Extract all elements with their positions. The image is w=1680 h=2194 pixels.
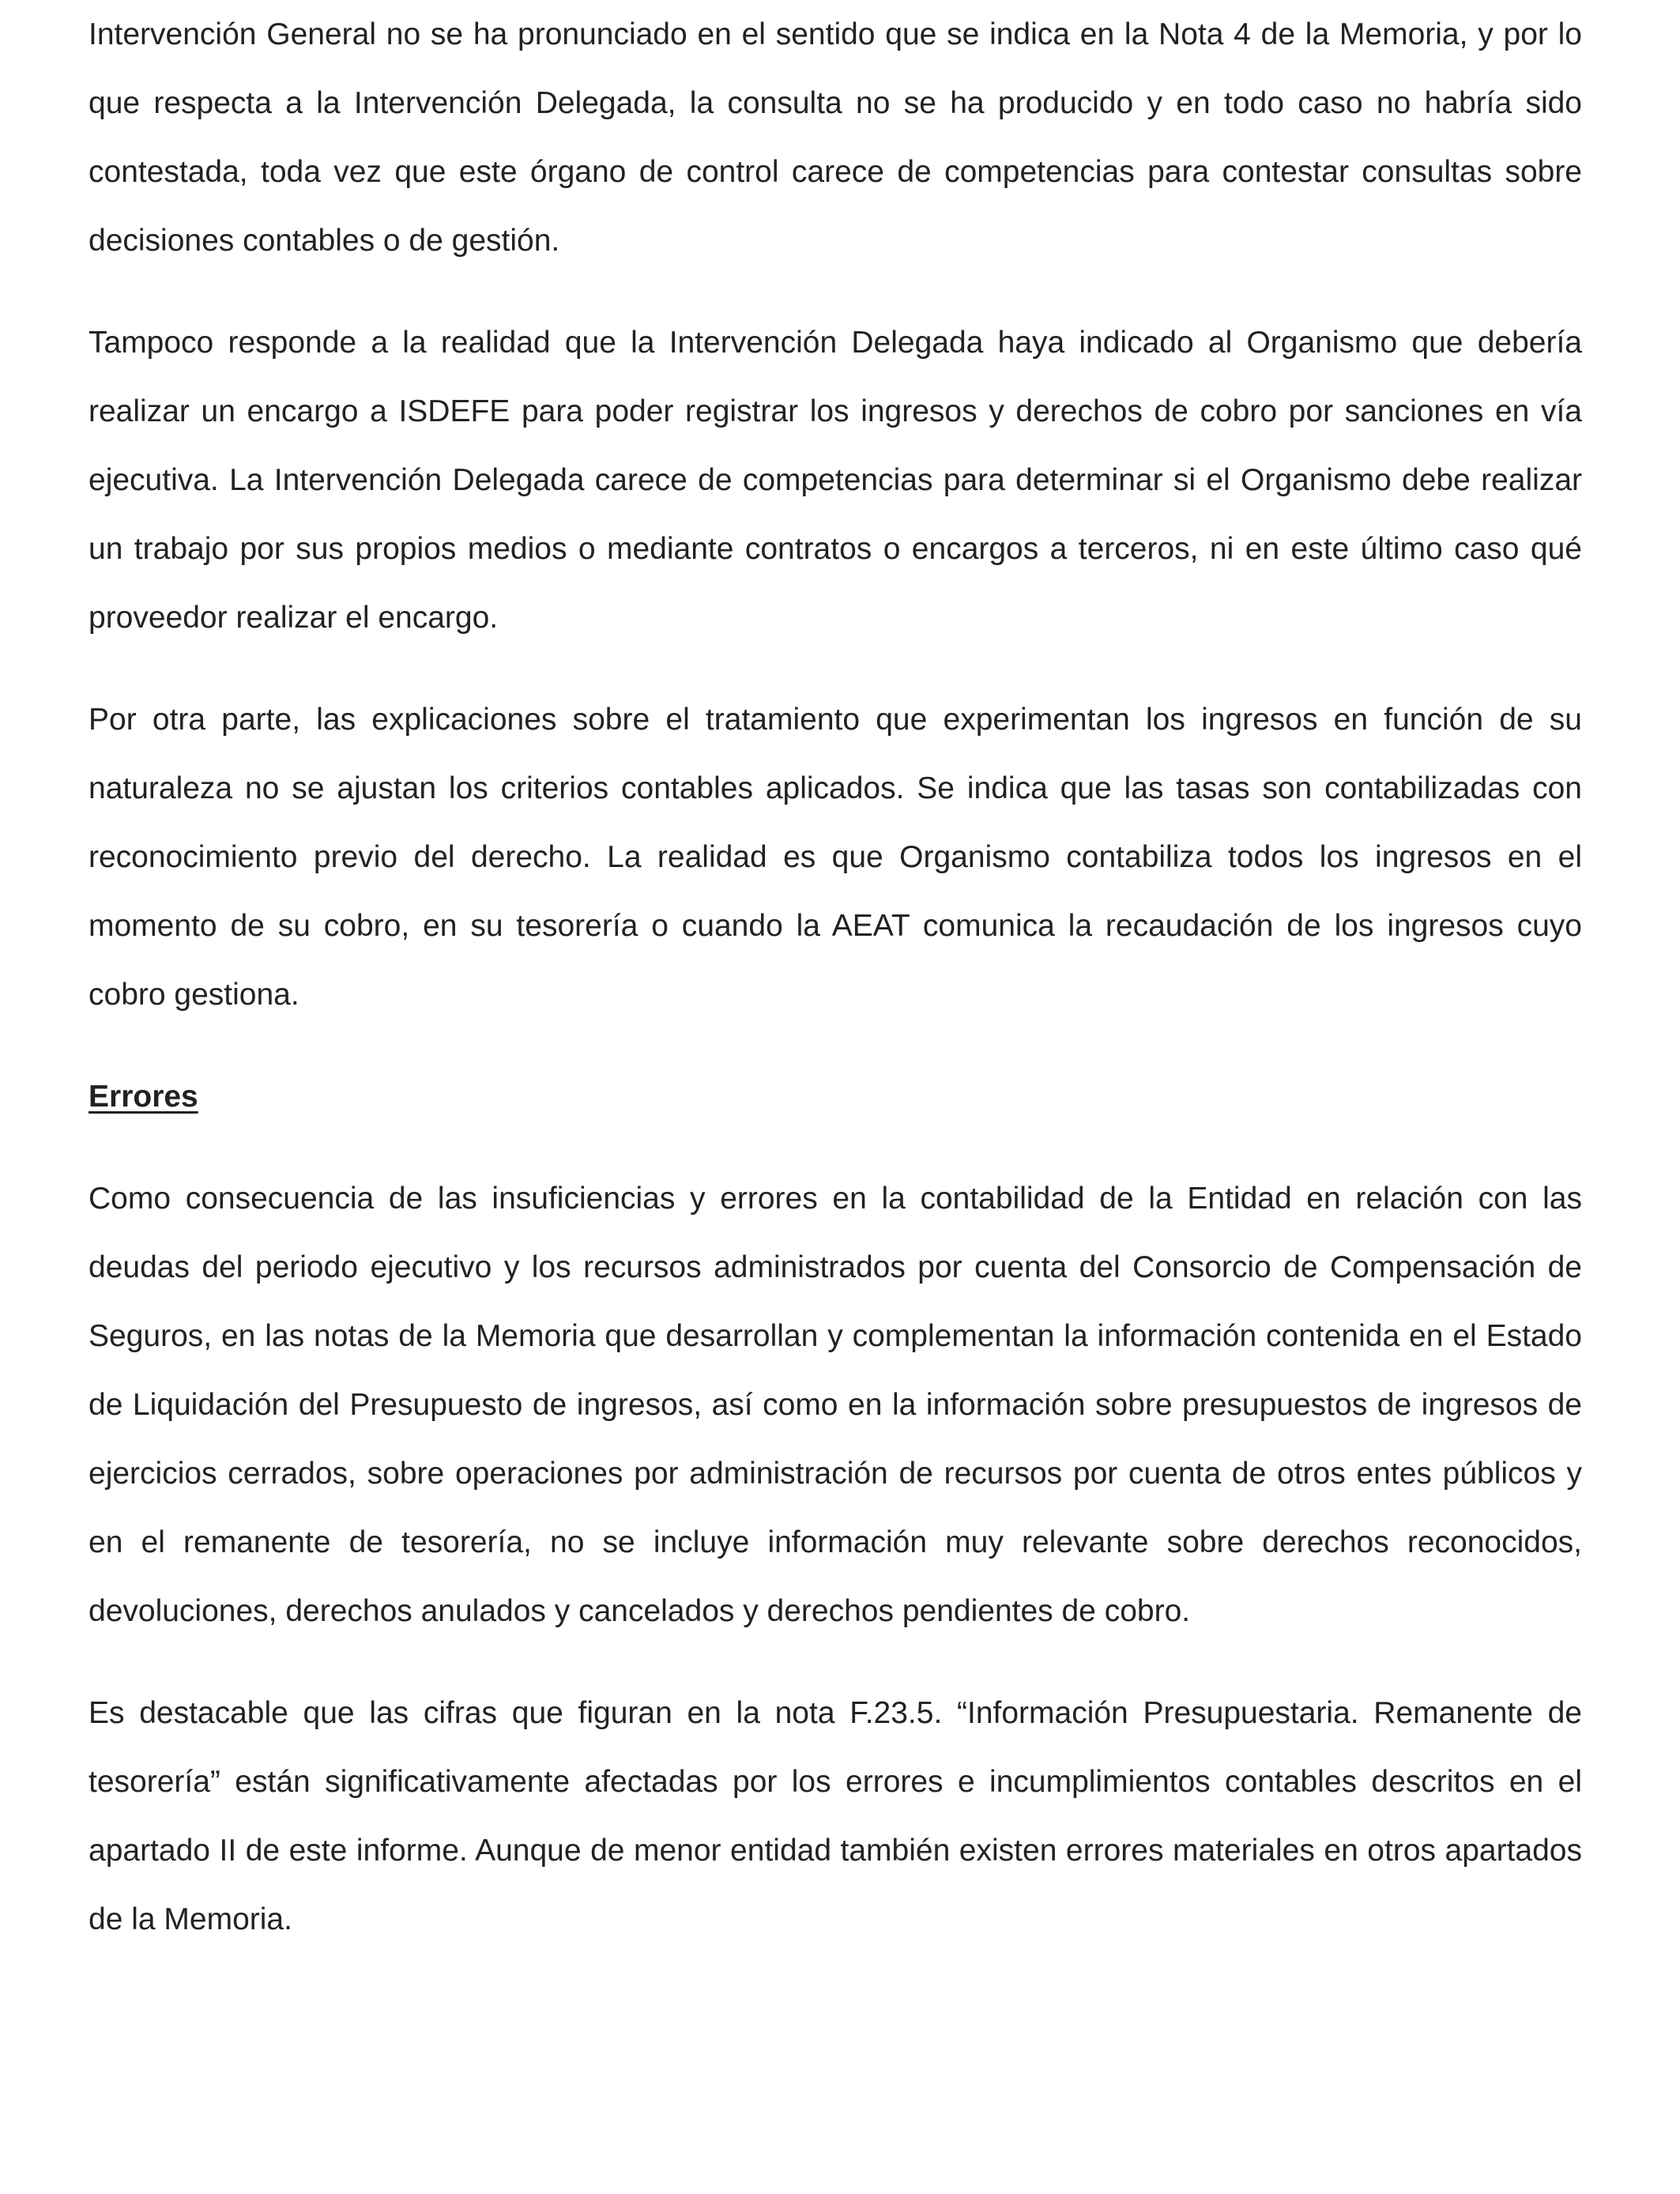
paragraph-intervencion-general: Intervención General no se ha pronunciado en el sentido que se indica en la Nota 4 de la Memoria, y por lo que respecta a la Intervención Delegada, la consulta no se ha producido y en todo caso no habría sido contestada, toda vez que este órgano de control carece de competencias para contestar consultas sobre decisiones contables o de gestión. <box>89 17 1582 258</box>
paragraph-insuficiencias-errores: Como consecuencia de las insuficiencias y errores en la contabilidad de la Entidad en relación con las deudas del periodo ejecutivo y los recursos administrados por cuenta del Consorcio de Compensación de Seguros, en las notas de la Memoria que desarrollan y complementan la información contenida en el Estado de Liquidación del Presupuesto de ingresos, así como en la información sobre presupuestos de ingresos de ejercicios cerrados, sobre operaciones por administración de recursos por cuenta de otros entes públicos y en el remanente de tesorería, no se incluye información muy relevante sobre derechos reconocidos, devoluciones, derechos anulados y cancelados y derechos pendientes de cobro. <box>89 1182 1582 1628</box>
paragraph-remanente-tesoreria: Es destacable que las cifras que figuran en la nota F.23.5. “Información Presupuestaria. Remanente de tesorería” están significativamente afectadas por los errores e incumplimientos contables descritos en el apartado II de este informe. Aunque de menor entidad también existen errores materiales en otros apartados de la Memoria. <box>89 1696 1582 1936</box>
document-body <box>89 0 1582 1987</box>
paragraph-isdefe-encargo: Tampoco responde a la realidad que la Intervención Delegada haya indicado al Organismo que debería realizar un encargo a ISDEFE para poder registrar los ingresos y derechos de cobro por sanciones en vía ejecutiva. La Intervención Delegada carece de competencias para determinar si el Organismo debe realizar un trabajo por sus propios medios o mediante contratos o encargos a terceros, ni en este último caso qué proveedor realizar el encargo. <box>89 326 1582 635</box>
paragraph-criterios-contables: Por otra parte, las explicaciones sobre el tratamiento que experimentan los ingresos en función de su naturaleza no se ajustan los criterios contables aplicados. Se indica que las tasas son contabilizadas con reconocimiento previo del derecho. La realidad es que Organismo contabiliza todos los ingresos en el momento de su cobro, en su tesorería o cuando la AEAT comunica la recaudación de los ingresos cuyo cobro gestiona. <box>89 703 1582 1012</box>
section-heading-errores: Errores <box>89 1080 198 1114</box>
